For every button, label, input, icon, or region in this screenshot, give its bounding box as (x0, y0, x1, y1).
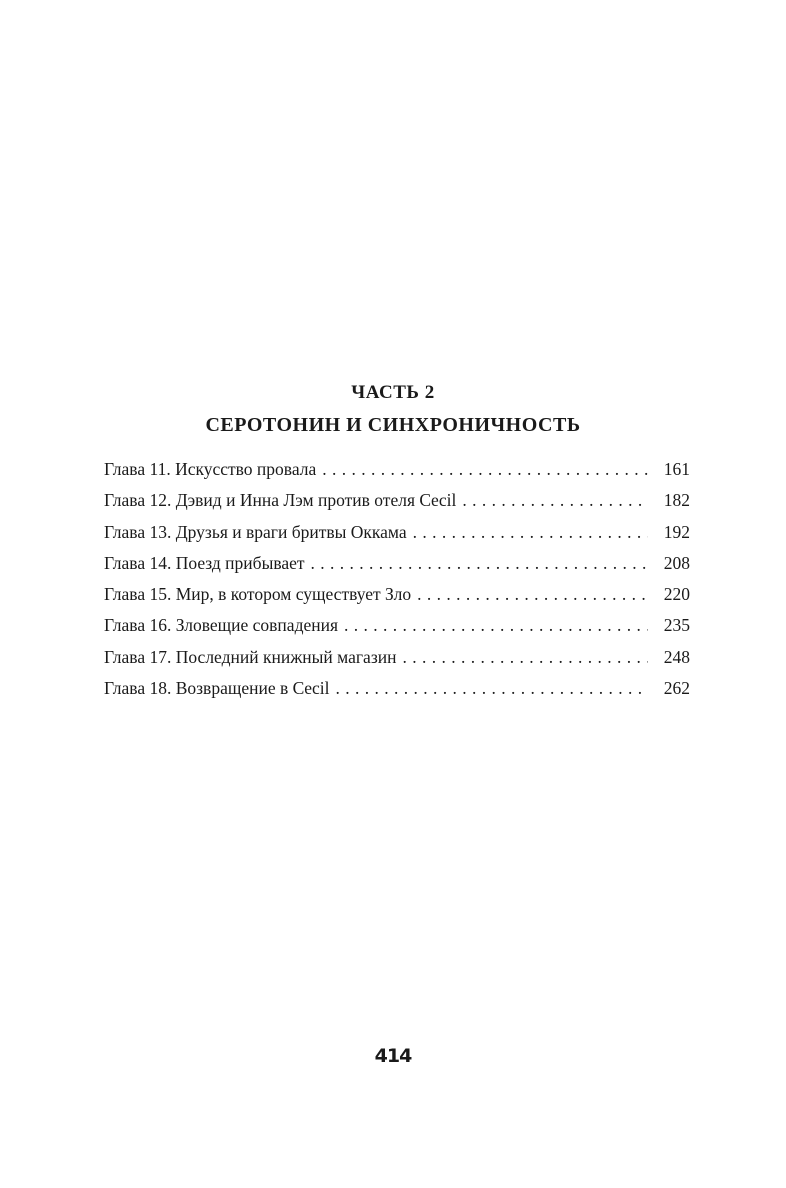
part-title: СЕРОТОНИН И СИНХРОНИЧНОСТЬ (205, 414, 581, 436)
part-number: ЧАСТЬ 2 (351, 382, 435, 403)
toc-leader-dots (417, 584, 648, 605)
toc-entry-page: 248 (663, 646, 690, 667)
toc-entry-page: 235 (663, 615, 690, 636)
toc-leader-dots (311, 553, 648, 574)
toc-entry-page: 262 (663, 678, 690, 699)
toc-entry[interactable] (104, 459, 690, 490)
toc-entry-label: Глава 12. Дэвид и Инна Лэм против отеля Cecil (104, 490, 457, 511)
toc-entry-label: Глава 13. Друзья и враги бритвы Оккама (104, 521, 407, 542)
toc-entry-label: Глава 15. Мир, в котором существует Зло (104, 584, 412, 605)
toc-leader-dots (322, 459, 648, 480)
toc-entry[interactable] (104, 490, 690, 521)
toc-leader-dots (344, 615, 648, 636)
toc-entry-label: Глава 17. Последний книжный магазин (104, 646, 397, 667)
toc-entry-page: 161 (663, 459, 690, 479)
toc-entry-label: Глава 16. Зловещие совпадения (104, 615, 339, 636)
toc-entry-page: 220 (663, 584, 690, 605)
toc-entry[interactable] (104, 584, 690, 615)
toc-entry-label: Глава 18. Возвращение в Cecil (104, 678, 330, 699)
toc-leader-dots (402, 647, 648, 668)
toc-entry[interactable] (104, 647, 690, 678)
toc-entry-page: 182 (663, 490, 690, 511)
toc-entry[interactable] (104, 553, 690, 584)
page-number: 414 (374, 1045, 412, 1067)
toc-leader-dots (462, 490, 648, 511)
toc-entry[interactable] (104, 615, 690, 646)
toc-entry[interactable] (104, 678, 690, 709)
table-of-contents (104, 459, 690, 709)
toc-entry-label: Глава 11. Искусство провала (104, 459, 317, 479)
toc-entry-label: Глава 14. Поезд прибывает (104, 552, 305, 573)
toc-leader-dots (413, 522, 648, 543)
toc-entry[interactable] (104, 522, 690, 553)
toc-entry-page: 208 (663, 552, 690, 573)
toc-leader-dots (336, 678, 648, 699)
toc-entry-page: 192 (663, 521, 690, 542)
